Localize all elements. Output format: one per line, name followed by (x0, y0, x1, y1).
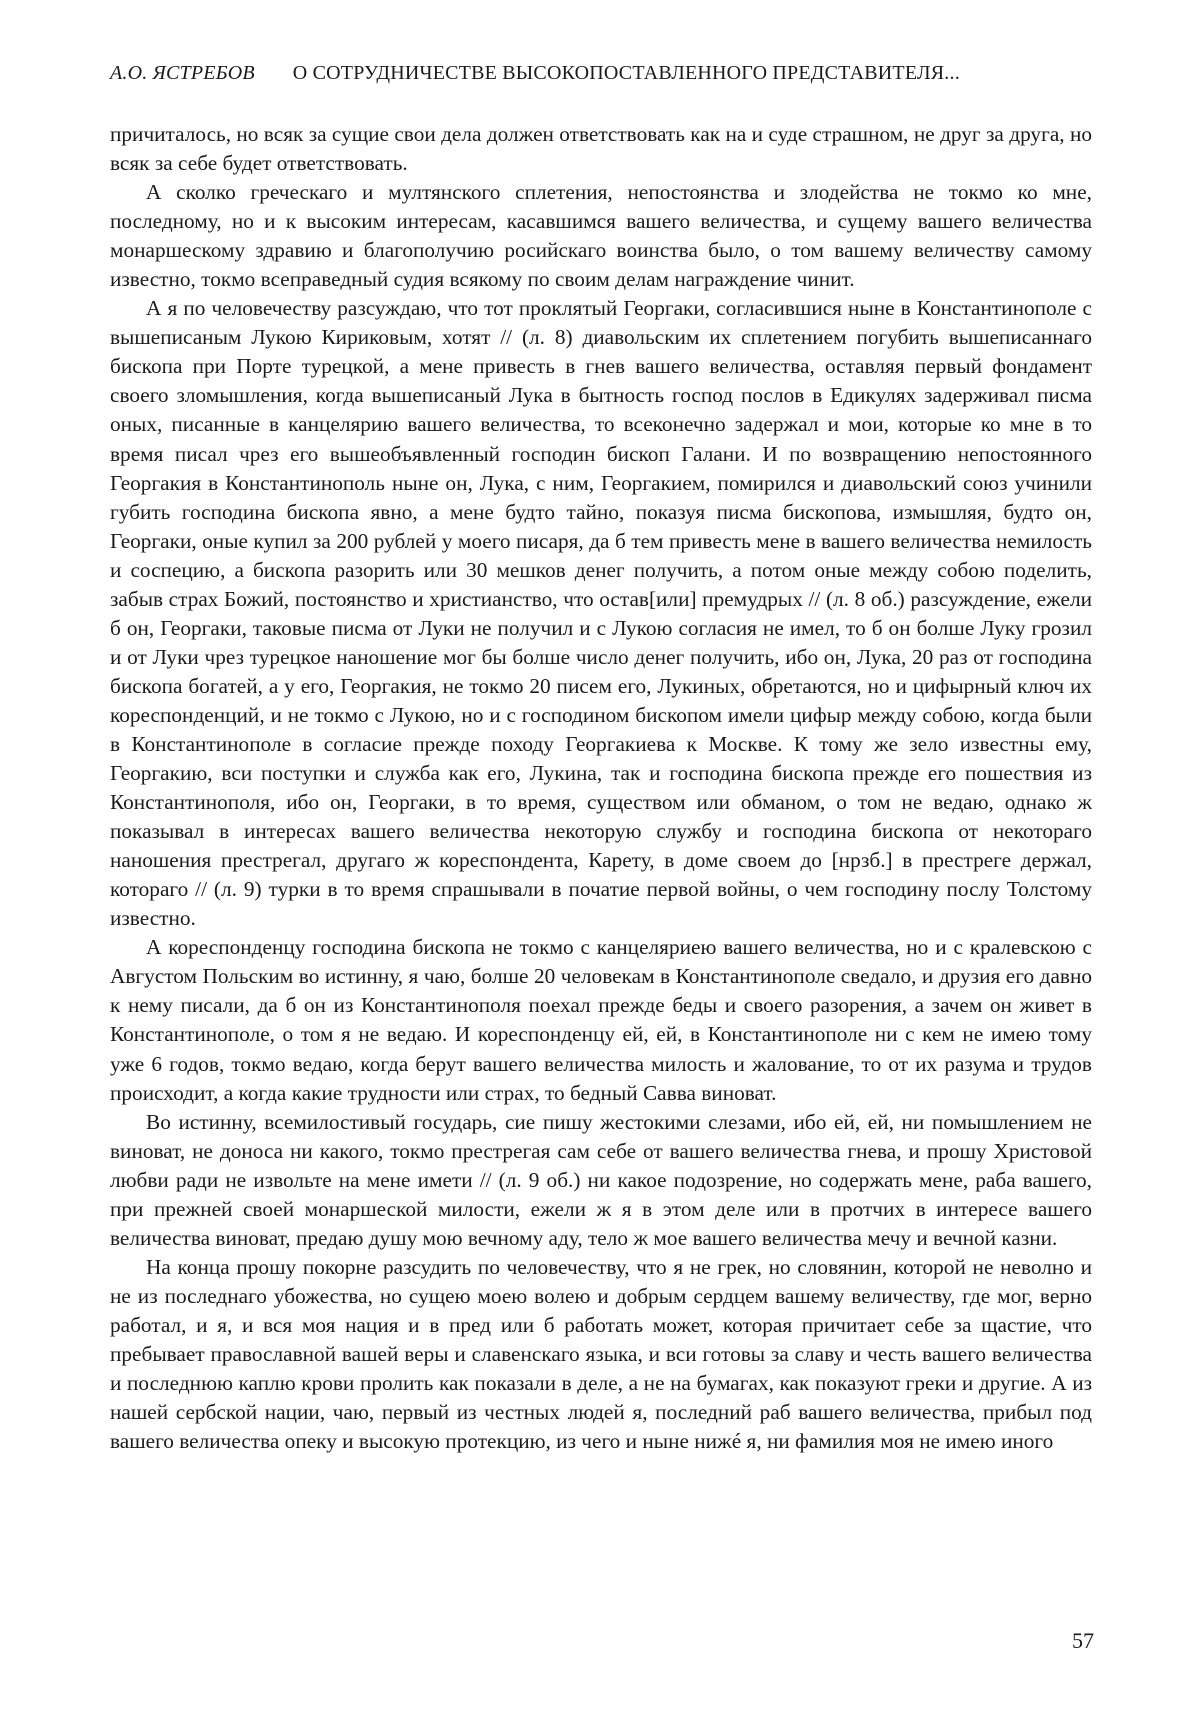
running-header (110, 62, 1090, 85)
paragraph: причиталось, но всяк за сущие свои дела должен ответствовать как на и суде страшном, не друг за друга, но всяк за себе будет ответствовать. (110, 120, 1092, 178)
header-title: О СОТРУДНИЧЕСТВЕ ВЫСОКОПОСТАВЛЕННОГО ПРЕДСТАВИТЕЛЯ... (293, 62, 960, 84)
page (0, 0, 1200, 1719)
paragraph: А я по человечеству разсуждаю, что тот проклятый Георгаки, согласившися ныне в Константинополе с вышеписаным Лукою Кириковым, хотят // (л. 8) диавольским их сплетением погубить вышеписаннаго бископа при Порте турецкой, а мене привесть в гнев вашего величества, оставляя первый фондамент своего зломышления, когда вышеписаный Лука в бытность господ послов в Едикулях задерживал писма оных, писанные в канцелярию вашего величества, то всеконечно задержал и мои, которые ко мне в то время писал чрез его вышеобъявленный господин бископ Галани. И по возвращению непостоянного Георгакия в Константинополь ныне он, Лука, с ним, Георгакием, помирился и диавольский союз учинили губить господина бископа явно, а мене будто тайно, показуя писма бископова, измышляя, будто он, Георгаки, оные купил за 200 рублей у моего писаря, да б тем привесть мене в вашего величества немилость и соспецию, а бископа разорить или 30 мешков денег получить, а потом оные между собою поделить, забыв страх Божий, постоянство и христианство, что остав[или] премудрых // (л. 8 об.) разсуждение, ежели б он, Георгаки, таковые писма от Луки не получил и с Лукою согласия не имел, то б он болше Луку грозил и от Луки чрез турецкое наношение мог бы болше число денег получить, ибо он, Лука, 20 раз от господина бископа богатей, а у его, Георгакия, не токмо 20 писем его, Лукиных, обретаются, но и цифырный ключ их кореспонденций, и не токмо с Лукою, но и с господином бископом имели цифыр между собою, когда были в Константинополе в согласие прежде походу Георгакиева к Москве. К тому же зело известны ему, Георгакию, вси поступки и служба как его, Лукина, так и господина бископа прежде его пошествия из Константинополя, ибо он, Георгаки, в то время, существом или обманом, о том не ведаю, однако ж показывал в интересах вашего величества некоторую службу и господина бископа от некотораго наношения престрегал, другаго ж кореспондента, Карету, в доме своем до [нрзб.] в престреге держал, котораго // (л. 9) турки в то время спрашывали в початие первой войны, о чем господину послу Толстому известно. (110, 294, 1092, 933)
article-body (110, 120, 1092, 1456)
page-number: 57 (1072, 1628, 1094, 1654)
paragraph: А кореспонденцу господина бископа не токмо с канцеляриею вашего величества, но и с кралевскою с Августом Польским во истинну, я чаю, болше 20 человекам в Константинополе сведало, и друзия его давно к нему писали, да б он из Константинополя поехал прежде беды и своего разорения, а зачем он живет в Константинополе, о том я не ведаю. И кореспонденцу ей, ей, в Константинополе ни с кем не имею тому уже 6 годов, токмо ведаю, когда берут вашего величества милость и жалование, то от их разума и трудов происходит, а когда какие трудности или страх, то бедный Савва виноват. (110, 933, 1092, 1107)
paragraph: На конца прошу покорне разсудить по человечеству, что я не грек, но словянин, которой не неволно и не из последнаго убожества, но сущею моею волею и добрым сердцем вашему величеству, где мог, верно работал, и я, и вся моя нация и в пред или б работать может, которая причитает себе за щастие, что пребывает православной вашей веры и славенскаго языка, и вси готовы за славу и честь вашего величества и последнюю каплю крови пролить как показали в деле, а не на бумагах, как показуют греки и другие. А из нашей сербской нации, чаю, первый из честных людей я, последний раб вашего величества, прибыл под вашего величества опеку и высокую протекцию, из чего и ныне нижé я, ни фамилия моя не имею иного (110, 1253, 1092, 1456)
paragraph: Во истинну, всемилостивый государь, сие пишу жестокими слезами, ибо ей, ей, ни помышлением не виноват, не доноса ни какого, токмо престрегая сам себе от вашего величества гнева, и прошу Христовой любви ради не извольте на мене имети // (л. 9 об.) ни какое подозрение, но содержать мене, раба вашего, при прежней своей монаршеской милости, ежели ж я в этом деле или в протчих в интересе вашего величества виноват, предаю душу мою вечному аду, тело ж мое вашего величества мечу и вечной казни. (110, 1108, 1092, 1253)
paragraph: А сколко греческаго и мултянского сплетения, непостоянства и злодейства не токмо ко мне, последному, но и к высоким интересам, касавшимся вашего величества, и сущему вашего величества монаршескому здравию и благополучию росийскаго воинства было, о том вашему величеству самому известно, токмо всеправедный судия всякому по своим делам награждение чинит. (110, 178, 1092, 294)
header-author: А.О. ЯСТРЕБОВ (110, 62, 255, 84)
